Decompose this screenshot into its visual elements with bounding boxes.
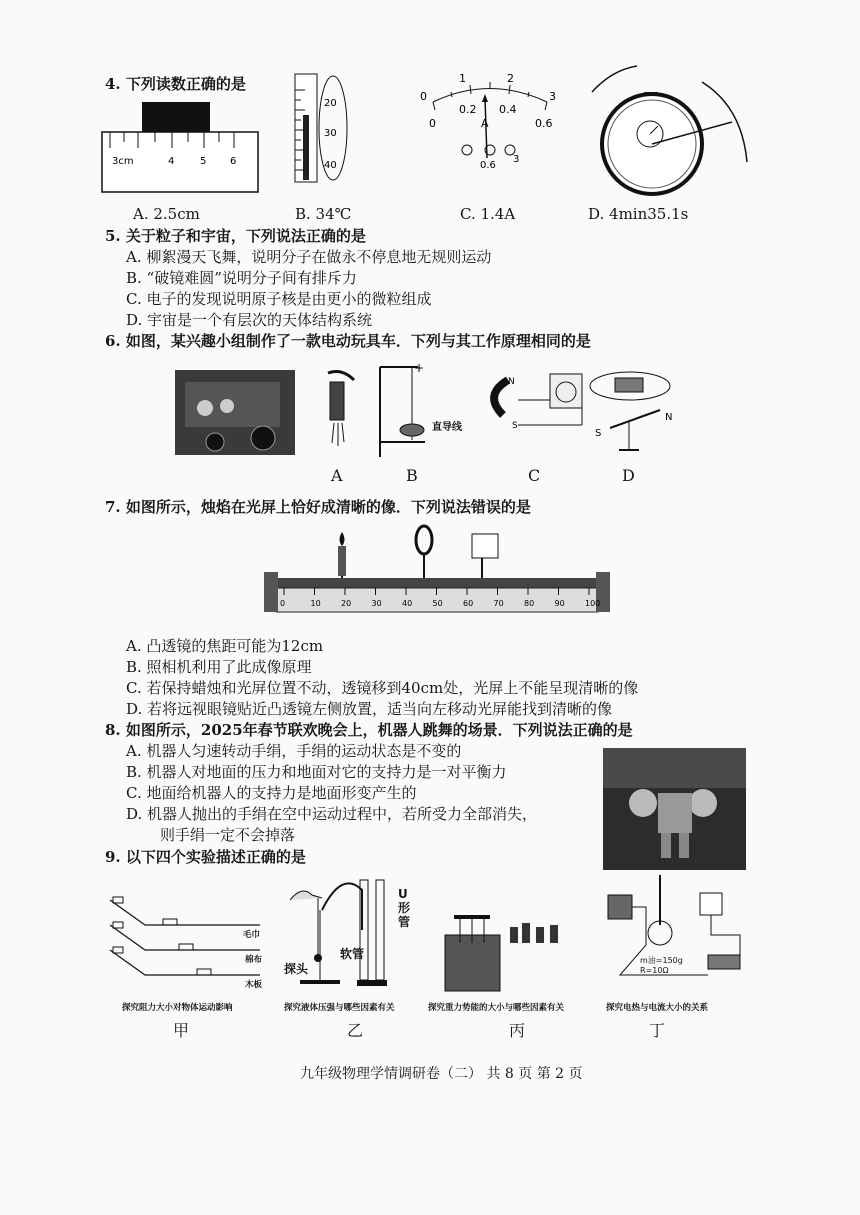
ruler-tick: 3cm [112,156,134,167]
bench-tick-label: 30 [371,599,382,608]
bench-tick-label: 80 [524,599,535,608]
q9-stem: 9. 以下四个实验描述正确的是 [105,848,306,866]
exp6-d-solenoid [585,368,685,458]
ammeter-top: 1 [459,72,466,85]
q4-stem: 4. 下列读数正确的是 [105,75,246,93]
bench-tick-label: 20 [341,599,352,608]
ammeter-bottom: 0.4 [499,103,517,116]
exp6-a-electromagnet [320,368,360,458]
ammeter-unit: A [481,117,489,130]
q8-stem: 8. 如图所示，2025年春节联欢晚会上，机器人跳舞的场景．下列说法正确的是 [105,721,633,739]
ruler-tick: 6 [230,156,237,167]
ammeter-terminal: 0.6 [480,160,496,171]
page-footer: 九年级物理学情调研卷（二） 共 8 页 第 2 页 [300,1066,583,1082]
svg-text:S: S [512,421,518,431]
exp9-name: 乙 [347,1021,364,1040]
heater-mass: m油=150g [640,956,683,965]
exp9-ramps [105,895,265,995]
svg-text:S: S [595,428,602,439]
ammeter-top: 0 [420,90,427,103]
q8-option-a: A. 机器人匀速转动手绢，手绢的运动状态是不变的 [126,742,462,760]
q6-label-d: D [622,466,635,485]
thermo-tick: 20 [324,98,337,109]
bench-tick-label: 100 [585,599,601,608]
q6-label-a: A [331,466,343,485]
ammeter-top: 3 [549,90,556,103]
bench-tick-label: 50 [432,599,443,608]
q5-option-c: C. 电子的发现说明原子核是由更小的微粒组成 [126,290,432,308]
ruler-figure [100,100,260,195]
ammeter-bottom: 0 [429,117,436,130]
q8-option-d: D. 机器人抛出的手绢在空中运动过程中，若所受力全部消失， [126,805,538,823]
q8-option-d-cont: 则手绢一定不会掉落 [160,826,296,844]
ammeter-figure [415,70,565,180]
exp9-caption: 探究重力势能的大小与哪些因素有关 [428,1003,565,1013]
thermo-tick: 30 [324,128,337,139]
q6-label-b: B [406,466,418,485]
ammeter-bottom: 0.2 [459,103,477,116]
bench-tick-label: 90 [554,599,565,608]
ammeter-bottom: 0.6 [535,117,553,130]
q5-option-a: A. 柳絮漫天飞舞，说明分子在做永不停息地无规则运动 [126,248,492,266]
q5-option-d: D. 宇宙是一个有层次的天体结构系统 [126,311,373,329]
ruler-tick: 5 [200,156,207,167]
q7-stem: 7. 如图所示，烛焰在光屏上恰好成清晰的像．下列说法错误的是 [105,498,531,516]
exp6-b-wire [370,362,480,462]
q5-stem: 5. 关于粒子和宇宙，下列说法正确的是 [105,227,366,245]
q7-option-c: C. 若保持蜡烛和光屏位置不动，透镜移到40cm处，光屏上不能呈现清晰的像 [126,679,639,697]
q7-option-a: A. 凸透镜的焦距可能为12cm [126,637,324,655]
exp9-sand [440,905,590,995]
q8-option-c: C. 地面给机器人的支持力是地面形变产生的 [126,784,417,802]
u-tube-label: U形管 [398,887,411,929]
thermometer-figure [293,70,353,185]
hose-label: 软管 [340,947,365,961]
stopwatch-figure [582,62,757,197]
heater-resistance: R=10Ω [640,966,669,975]
ammeter-top: 2 [507,72,514,85]
bench-tick-label: 10 [310,599,321,608]
surface-label: 木板 [245,980,263,990]
exp9-caption: 探究阻力大小对物体运动影响 [122,1003,233,1013]
q8-option-b: B. 机器人对地面的压力和地面对它的支持力是一对平衡力 [126,763,507,781]
q6-wire-label: 直导线 [432,422,462,433]
svg-text:N: N [665,412,673,423]
ruler-tick: 4 [168,156,175,167]
bench-tick-label: 60 [463,599,474,608]
svg-text:N: N [508,377,515,387]
thermo-tick: 40 [324,160,337,171]
optical-bench [262,524,614,628]
q4-option-c: C. 1.4A [460,205,516,223]
q7-option-d: D. 若将远视眼镜贴近凸透镜左侧放置，适当向左移动光屏能找到清晰的像 [126,700,613,718]
probe-label: 探头 [284,962,309,976]
bench-tick-label: 70 [493,599,504,608]
exp9-name: 丁 [649,1021,666,1040]
q6-stem: 6. 如图，某兴趣小组制作了一款电动玩具车．下列与其工作原理相同的是 [105,332,591,350]
toy-car-photo [175,370,295,455]
q4-option-b: B. 34℃ [295,205,352,223]
exp9-caption: 探究液体压强与哪些因素有关 [284,1003,395,1013]
q4-option-d: D. 4min35.1s [588,205,689,223]
q4-option-a: A. 2.5cm [133,205,200,223]
ammeter-terminal: 3 [513,154,520,165]
q5-option-b: B. “破镜难圆”说明分子间有排斥力 [126,269,357,287]
q7-option-b: B. 照相机利用了此成像原理 [126,658,312,676]
bench-tick-label: 0 [280,599,286,608]
q6-label-c: C [528,466,541,485]
surface-label: 毛巾 [243,930,261,940]
exp9-circuit [600,875,750,995]
exp9-caption: 探究电热与电流大小的关系 [606,1003,709,1013]
bench-tick-label: 40 [402,599,413,608]
exp9-name: 丙 [509,1021,526,1040]
robot-dance-photo [603,748,746,870]
exp9-name: 甲 [173,1021,190,1040]
surface-label: 棉布 [245,955,263,965]
svg-text:+: + [414,362,425,375]
exp6-c-generator [478,370,593,440]
